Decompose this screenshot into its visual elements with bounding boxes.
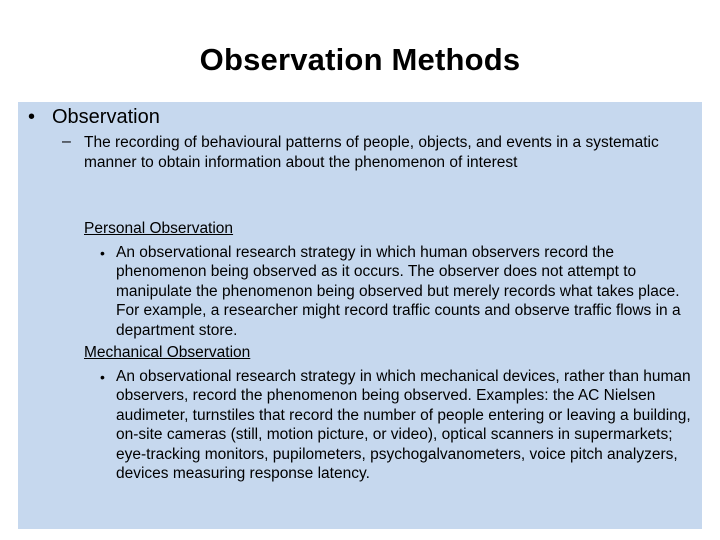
slide-title: Observation Methods (199, 42, 521, 77)
bullet-dot-icon: • (28, 106, 36, 128)
main-bullet (28, 106, 160, 129)
definition-text: The recording of behavioural patterns of people, objects, and events in a systematic manner to obtain information about the phenomenon of interest (84, 134, 659, 171)
mechanical-observation-heading: Mechanical Observation (84, 344, 251, 361)
mechanical-observation-text: An observational research strategy in which mechanical devices, rather than human observers, record the phenomenon being observed. Examples: the AC Nielsen audimeter, turnstiles that record the number of people entering or leaving a building, on-site cameras (still, motion picture, or video), optical scanners in supermarkets; eye-tracking monitors, pupilometers, psychogalvanometers, voice pitch analyzers, devices measuring response latency. (116, 368, 691, 483)
bullet-dot-icon: • (100, 245, 105, 261)
main-bullet-label: Observation (52, 106, 160, 128)
personal-observation-heading: Personal Observation (84, 220, 234, 237)
bullet-dot-icon: • (100, 369, 105, 385)
personal-observation-text: An observational research strategy in which human observers record the phenomenon being observed as it occurs. The observer does not attempt to manipulate the phenomenon being observed but merely records what takes place. For example, a researcher might record traffic counts and observe traffic flows in a department store. (116, 244, 681, 339)
dash-icon: – (62, 133, 71, 150)
